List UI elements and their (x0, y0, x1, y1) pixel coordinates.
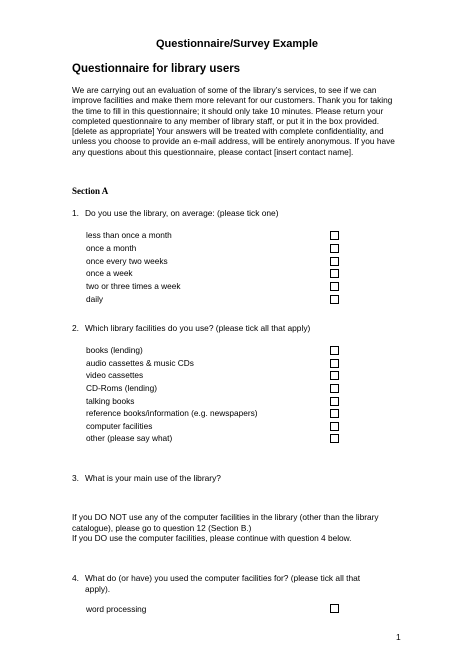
question-number: 1. (72, 208, 79, 218)
q1-option-5: two or three times a week (86, 281, 181, 291)
q1-option-1: less than once a month (86, 230, 172, 240)
page-number: 1 (396, 632, 401, 642)
question-number: 4. (72, 573, 79, 583)
q2-checkbox-6[interactable] (330, 409, 339, 418)
q2-checkbox-5[interactable] (330, 397, 339, 406)
question-text: What is your main use of the library? (85, 473, 221, 483)
q2-checkbox-4[interactable] (330, 384, 339, 393)
q2-option-6: reference books/information (e.g. newspapers) (86, 408, 258, 418)
routing-note (72, 512, 392, 544)
q1-checkbox-3[interactable] (330, 257, 339, 266)
q1-checkbox-6[interactable] (330, 295, 339, 304)
q2-checkbox-8[interactable] (330, 434, 339, 443)
q1-option-4: once a week (86, 268, 133, 278)
q2-option-3: video cassettes (86, 370, 144, 380)
question-text: What do (or have) you used the computer facilities for? (please tick all that apply). (85, 573, 361, 594)
q1-option-6: daily (86, 294, 104, 304)
intro-paragraph: We are carrying out an evaluation of some of the library’s services, to see if we can improve facilities and make them more relevant for our customers. Thank you for taking the time to fill in this questionnaire; it should only take 10 minutes. Please return your completed questionnaire to any member of library staff, or put it in the box provided. [delete as appropriate] Your answers will be treated with complete confidentiality, and unless you choose to provide an e-mail address, will be entirely anonymous. If you have any questions about this questionnaire, please contact [insert contact name]. (72, 85, 395, 157)
q1-option-2: once a month (86, 243, 137, 253)
q1-checkbox-4[interactable] (330, 269, 339, 278)
q2-checkbox-1[interactable] (330, 346, 339, 355)
q1-checkbox-1[interactable] (330, 231, 339, 240)
q1-option-3: once every two weeks (86, 256, 168, 266)
q1-checkbox-2[interactable] (330, 244, 339, 253)
q2-checkbox-7[interactable] (330, 422, 339, 431)
q4-checkbox-1[interactable] (330, 604, 339, 613)
questionnaire-heading: Questionnaire for library users (72, 63, 241, 75)
q2-option-1: books (lending) (86, 345, 143, 355)
routing-note-line-2: If you DO use the computer facilities, please continue with question 4 below. (72, 533, 352, 543)
q2-option-5: talking books (86, 396, 135, 406)
document-title: Questionnaire/Survey Example (155, 38, 318, 50)
q2-checkbox-2[interactable] (330, 359, 339, 368)
q2-option-8: other (please say what) (86, 433, 173, 443)
q2-option-7: computer facilities (86, 421, 153, 431)
routing-note-line-1: If you DO NOT use any of the computer facilities in the library (other than the library catalogue), please go to question 12 (Section B.) (72, 512, 379, 533)
question-number: 2. (72, 323, 79, 333)
q2-option-4: CD-Roms (lending) (86, 383, 158, 393)
question-text: Which library facilities do you use? (please tick all that apply) (85, 323, 311, 333)
question-number: 3. (72, 473, 79, 483)
q2-checkbox-3[interactable] (330, 371, 339, 380)
q2-option-2: audio cassettes & music CDs (86, 358, 194, 368)
question-text: Do you use the library, on average: (please tick one) (85, 208, 279, 218)
q1-checkbox-5[interactable] (330, 282, 339, 291)
q4-option-1: word processing (86, 604, 147, 614)
section-heading: Section A (72, 186, 109, 196)
